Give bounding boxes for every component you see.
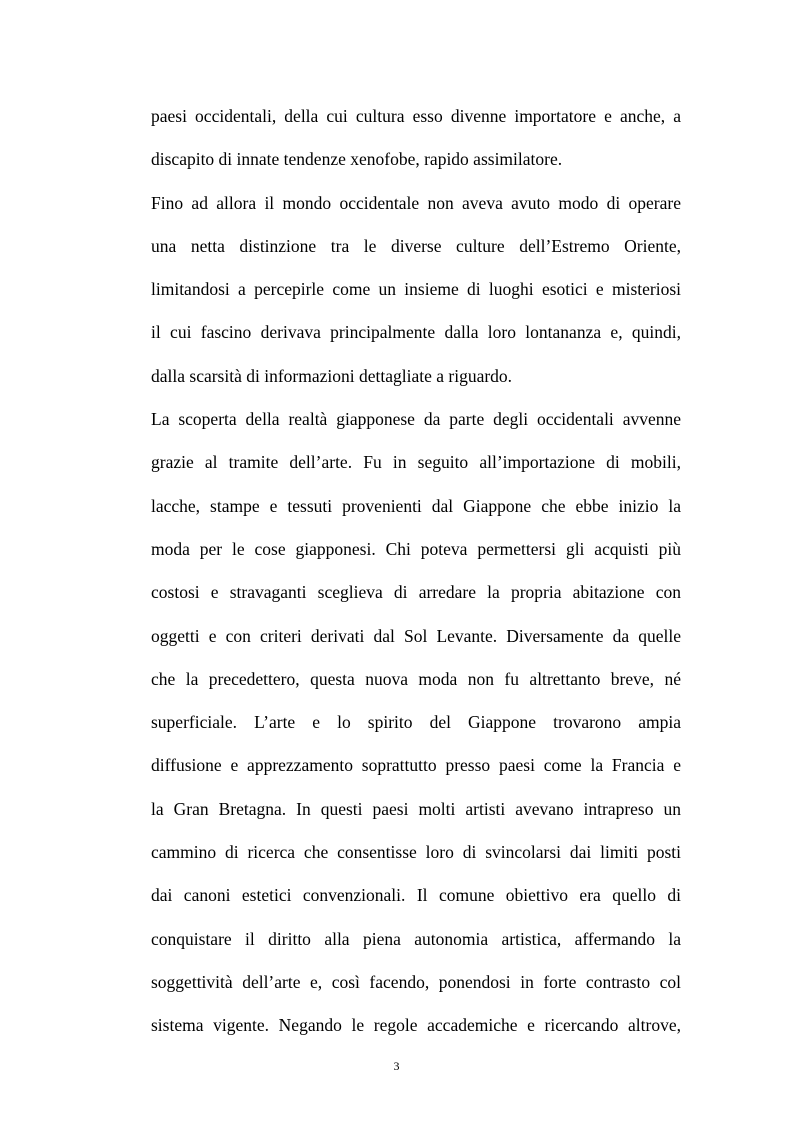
text-line: lacche, stampe e tessuti provenienti dal Giappone che ebbe inizio la (151, 495, 681, 516)
text-line: soggettività dell’arte e, così facendo, ponendosi in forte contrasto col (151, 971, 681, 992)
text-line: moda per le cose giapponesi. Chi poteva permettersi gli acquisti più (151, 538, 681, 559)
body-text (151, 101, 681, 1054)
text-line: il cui fascino derivava principalmente dalla loro lontananza e, quindi, (151, 322, 681, 343)
text-line: La scoperta della realtà giapponese da parte degli occidentali avvenne (151, 409, 681, 430)
page-number: 3 (393, 1059, 400, 1073)
text-line: oggetti e con criteri derivati dal Sol Levante. Diversamente da quelle (151, 625, 681, 646)
text-line: grazie al tramite dell’arte. Fu in seguito all’importazione di mobili, (151, 452, 681, 473)
text-line: dalla scarsità di informazioni dettagliate a riguardo. (151, 365, 513, 386)
text-line: paesi occidentali, della cui cultura esso divenne importatore e anche, a (151, 106, 681, 126)
text-line: una netta distinzione tra le diverse culture dell’Estremo Oriente, (151, 235, 681, 256)
text-line: che la precedettero, questa nuova moda non fu altrettanto breve, né (151, 668, 681, 689)
text-line: Fino ad allora il mondo occidentale non aveva avuto modo di operare (151, 192, 681, 213)
text-line: cammino di ricerca che consentisse loro di svincolarsi dai limiti posti (151, 842, 681, 863)
text-line: sistema vigente. Negando le regole accademiche e ricercando altrove, (151, 1015, 681, 1036)
text-line: la Gran Bretagna. In questi paesi molti artisti avevano intrapreso un (151, 798, 681, 819)
text-line: conquistare il diritto alla piena autonomia artistica, affermando la (151, 928, 681, 949)
text-line: superficiale. L’arte e lo spirito del Giappone trovarono ampia (151, 712, 681, 733)
text-line: discapito di innate tendenze xenofobe, rapido assimilatore. (151, 149, 563, 170)
text-line: limitandosi a percepirle come un insieme di luoghi esotici e misteriosi (151, 279, 681, 300)
text-line: diffusione e apprezzamento soprattutto presso paesi come la Francia e (151, 755, 681, 776)
text-line: costosi e stravaganti sceglieva di arredare la propria abitazione con (151, 582, 681, 603)
text-line: dai canoni estetici convenzionali. Il comune obiettivo era quello di (151, 885, 681, 906)
